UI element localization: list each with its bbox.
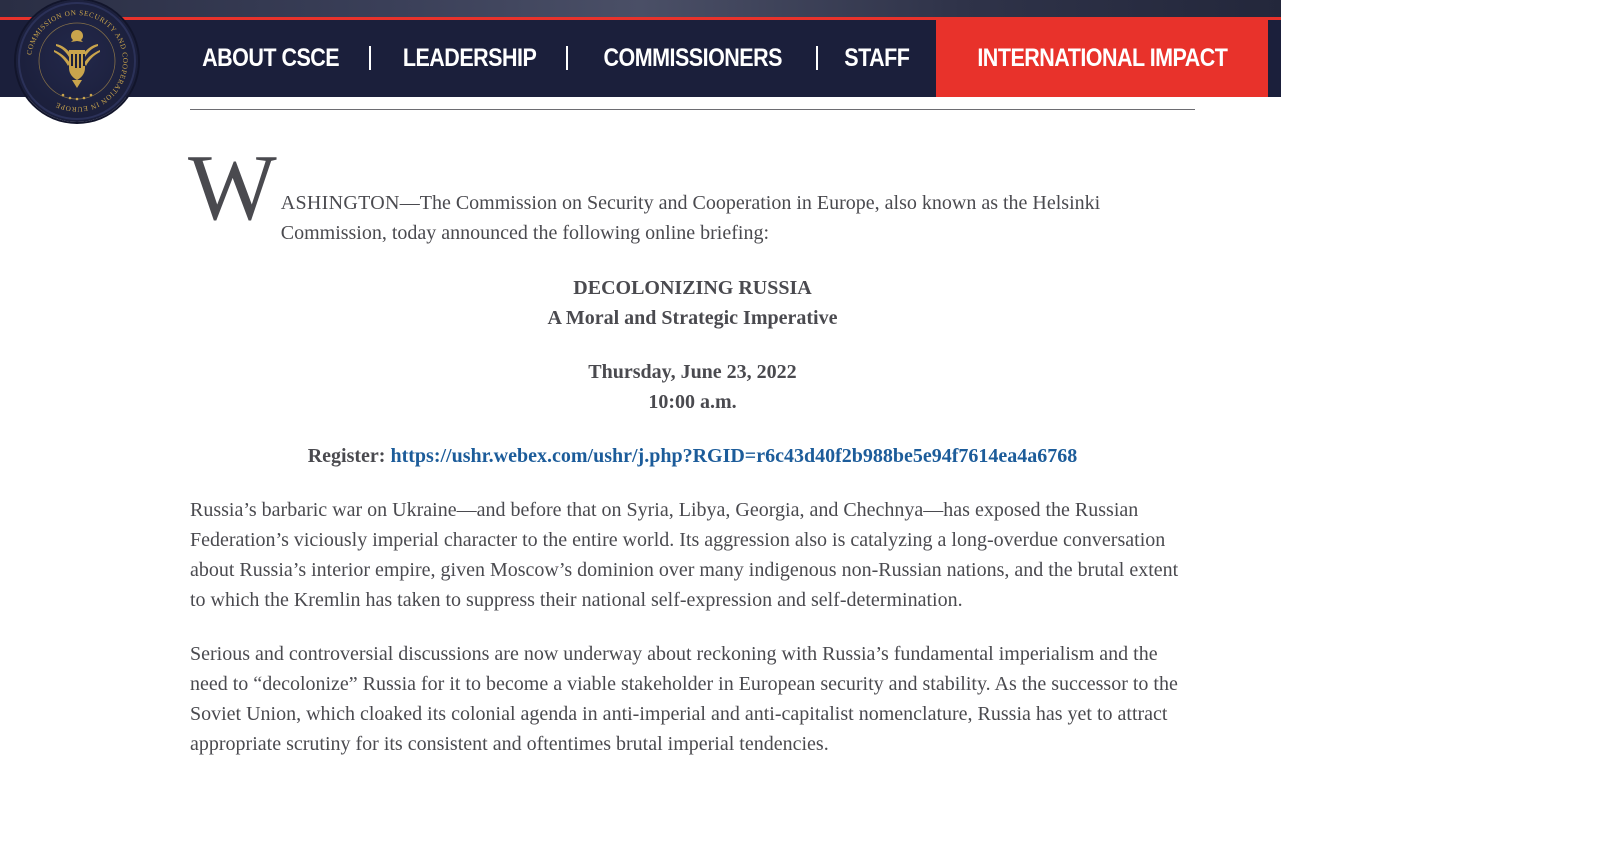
article-paragraph: Russia’s barbaric war on Ukraine—and before that on Syria, Libya, Georgia, and Chechnya—has exposed the Russian Federation’s viciously imperial character to the entire world. Its aggression also is catalyzing a long-overdue conversation about Russia’s interior empire, given Moscow’s dominion over many indigenous non-Russian nations, and the brutal extent to which the Kremlin has taken to suppress their national self-expression and self-determination. (190, 499, 1179, 611)
svg-text:COMMISSION ON SECURITY AND COO: COMMISSION ON SECURITY AND COOPERATION IN EUROPE (25, 8, 130, 114)
article-paragraph: Serious and controversial discussions are now underway about reckoning with Russia’s fundamental imperialism and the need to “decolonize” Russia for it to become a viable stakeholder in European security and stability. As the successor to the Soviet Union, which cloaked its colonial agenda in anti-imperial and anti-capitalist nomenclature, Russia has yet to attract appropriate scrutiny for its consistent and oftentimes brutal imperial tendencies. (190, 643, 1178, 755)
register-link[interactable]: https://ushr.webex.com/ushr/j.php?RGID=r6c43d40f2b988be5e94f7614ea4a6768 (390, 445, 1078, 467)
content-divider (190, 109, 1195, 110)
nav-label: LEADERSHIP (403, 44, 537, 72)
lead-caps: ASHINGTON (280, 192, 400, 214)
briefing-datetime-block (190, 357, 1195, 417)
nav-leadership[interactable] (371, 20, 568, 97)
briefing-time: 10:00 a.m. (648, 391, 737, 413)
nav-label: BY COUNTRY (1300, 44, 1437, 72)
register-label: Register: (307, 445, 386, 467)
briefing-title: DECOLONIZING RUSSIA (573, 277, 812, 299)
nav-staff[interactable] (818, 20, 936, 97)
article-body (188, 136, 1195, 759)
nav-label: INTERNATIONAL IMPACT (976, 44, 1228, 72)
nav-about-csce[interactable] (170, 20, 371, 97)
briefing-title-block (190, 273, 1195, 333)
primary-nav (170, 20, 1593, 97)
nav-label: BY ISSUE (1497, 44, 1593, 72)
briefing-date: Thursday, June 23, 2022 (588, 361, 797, 383)
eagle-seal-icon (16, 0, 138, 122)
nav-label: ABOUT CSCE (202, 44, 340, 72)
nav-international-impact[interactable] (936, 20, 1269, 97)
nav-by-issue[interactable] (1468, 20, 1621, 97)
lead-text: —The Commission on Security and Cooperation in Europe, also known as the Helsinki Commission, today announced the following online briefing: (280, 192, 1101, 244)
article-lead-paragraph (188, 136, 1195, 248)
nav-label: STAFF (844, 44, 910, 72)
drop-cap: W (188, 136, 277, 240)
csce-seal-logo[interactable] (16, 0, 138, 122)
header-photo-strip (0, 0, 1281, 17)
register-block (190, 441, 1195, 471)
nav-label: COMMISSIONERS (603, 44, 783, 72)
nav-by-country[interactable] (1268, 20, 1468, 97)
nav-commissioners[interactable] (568, 20, 818, 97)
briefing-subtitle: A Moral and Strategic Imperative (547, 307, 838, 329)
